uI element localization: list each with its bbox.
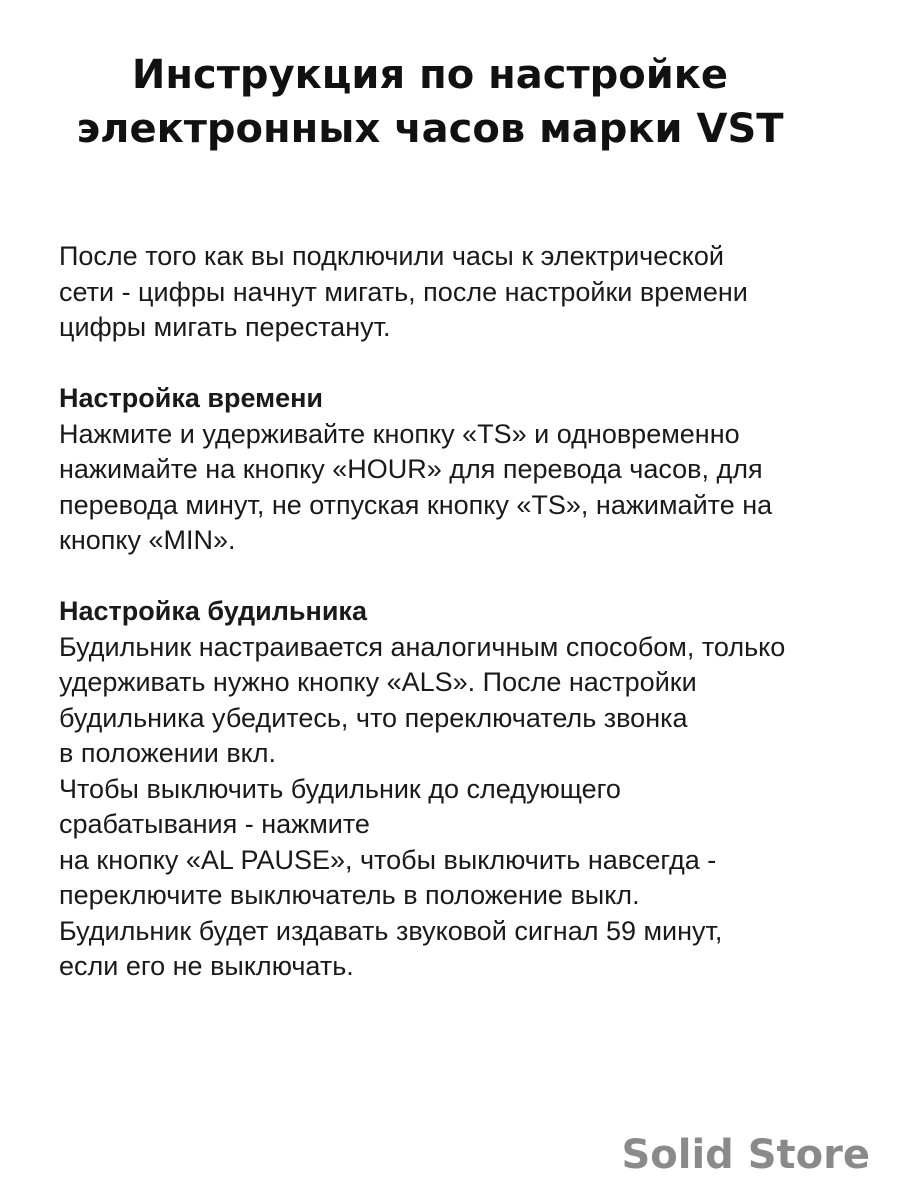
intro-line: После того как вы подключили часы к электрической — [59, 241, 724, 271]
time-setting-line: кнопку «MIN». — [59, 525, 236, 555]
alarm-setting-line: срабатывания - нажмите — [59, 809, 370, 839]
document-title — [0, 48, 860, 156]
intro-paragraph — [59, 239, 889, 346]
alarm-setting-line: переключите выключатель в положение выкл. — [59, 880, 640, 910]
alarm-setting-line: в положении вкл. — [59, 738, 277, 768]
time-setting-line: перевода минут, не отпуская кнопку «TS», нажимайте на — [59, 489, 773, 520]
alarm-setting-line: будильника убедитесь, что переключатель звонка — [59, 702, 688, 733]
paragraph-spacer — [59, 346, 889, 382]
intro-line: цифры мигать перестанут. — [59, 312, 391, 342]
alarm-setting-line: если его не выключать. — [59, 951, 354, 981]
alarm-setting-line: на кнопку «AL PAUSE», чтобы выключить навсегда - — [59, 844, 717, 875]
time-setting-line: нажимайте на кнопку «HOUR» для перевода часов, для — [59, 454, 763, 484]
alarm-setting-line: Будильник будет издавать звуковой сигнал 59 минут, — [59, 915, 723, 946]
instructions-body — [59, 239, 889, 985]
time-setting-heading: Настройка времени — [59, 383, 324, 413]
time-setting-line: Нажмите и удерживайте кнопку «TS» и одновременно — [59, 418, 740, 449]
time-setting-section — [59, 381, 889, 559]
paragraph-spacer — [59, 559, 889, 595]
intro-line: сети - цифры начнут мигать, после настройки времени — [59, 276, 748, 307]
title-line-1: Инструкция по настройке — [131, 52, 729, 98]
alarm-setting-section — [59, 594, 889, 985]
alarm-setting-line: Будильник настраивается аналогичным способом, только — [59, 631, 786, 662]
alarm-setting-heading: Настройка будильника — [59, 596, 367, 626]
alarm-setting-line: удерживать нужно кнопку «ALS». После настройки — [59, 667, 697, 697]
title-line-2: электронных часов марки VST — [76, 106, 784, 152]
brand-watermark: Solid Store — [621, 1132, 870, 1178]
alarm-setting-line: Чтобы выключить будильник до следующего — [59, 773, 621, 804]
